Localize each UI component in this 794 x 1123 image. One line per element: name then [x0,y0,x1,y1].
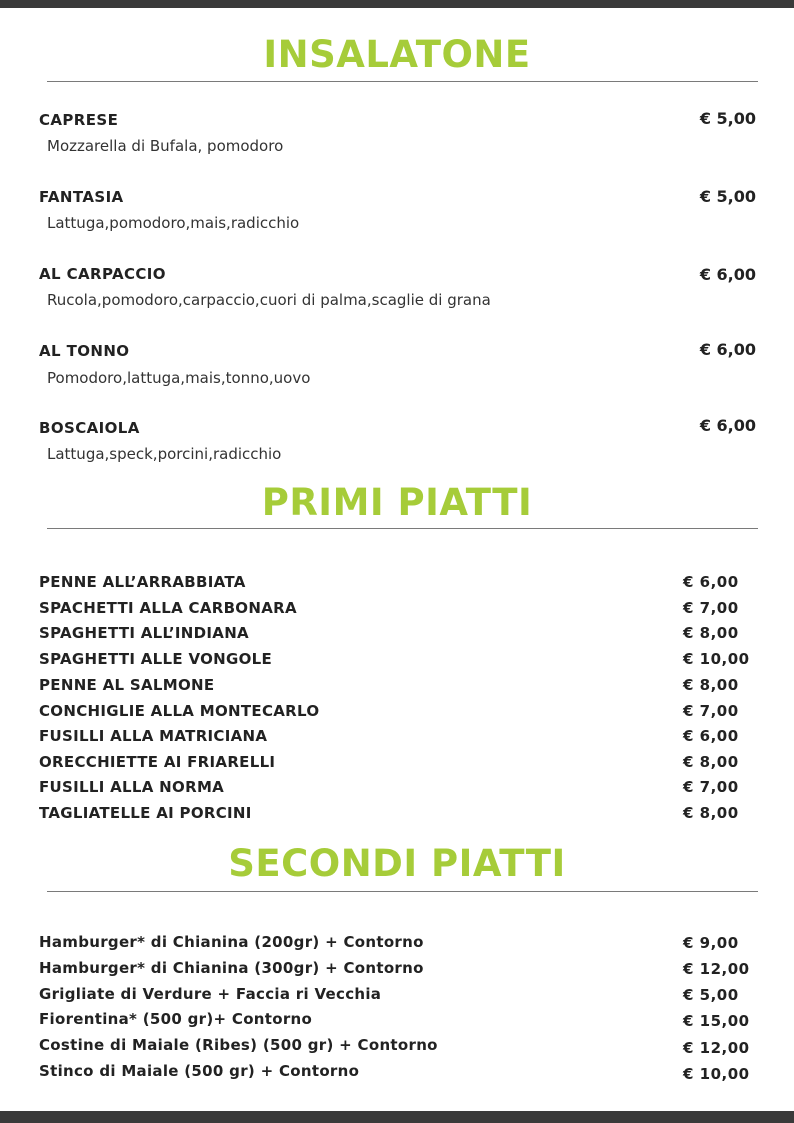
secondi-item-price: € 10,00 [683,1065,750,1083]
insalatone-item-description: Pomodoro,lattuga,mais,tonno,uovo [47,369,311,387]
secondi-item-name: Stinco di Maiale (500 gr) + Contorno [39,1062,360,1080]
section-title-insalatone: INSALATONE [263,33,531,76]
insalatone-item-price: € 6,00 [699,340,756,359]
secondi-item-name: Costine di Maiale (Ribes) (500 gr) + Contorno [39,1036,438,1054]
section-title-primi-piatti: PRIMI PIATTI [261,481,533,524]
secondi-item-price: € 15,00 [683,1012,750,1030]
insalatone-item-description: Mozzarella di Bufala, pomodoro [47,137,284,155]
insalatone-item-name: BOSCAIOLA [39,419,140,437]
menu-page [0,8,794,1111]
insalatone-item-description: Lattuga,pomodoro,mais,radicchio [47,214,300,232]
primi-item-price: € 6,00 [683,573,739,591]
insalatone-item-price: € 5,00 [699,109,756,128]
secondi-item-price: € 12,00 [683,1039,750,1057]
secondi-item-name: Hamburger* di Chianina (300gr) + Contorno [39,959,424,977]
primi-item-name: TAGLIATELLE AI PORCINI [39,804,252,822]
divider [47,528,758,529]
divider [47,891,758,892]
primi-item-name: SPAGHETTI ALLE VONGOLE [39,650,273,668]
secondi-item-price: € 9,00 [683,934,739,952]
section-title-secondi-piatti: SECONDI PIATTI [228,842,566,885]
primi-item-price: € 8,00 [683,624,739,642]
insalatone-item-description: Rucola,pomodoro,carpaccio,cuori di palma,scaglie di grana [47,291,491,309]
insalatone-item-name: CAPRESE [39,111,119,129]
primi-item-name: FUSILLI ALLA MATRICIANA [39,727,268,745]
primi-item-price: € 7,00 [683,702,739,720]
insalatone-item-name: AL TONNO [39,342,130,360]
primi-item-name: CONCHIGLIE ALLA MONTECARLO [39,702,320,720]
secondi-item-price: € 5,00 [683,986,739,1004]
secondi-item-name: Grigliate di Verdure + Faccia ri Vecchia [39,985,382,1003]
divider [47,81,758,82]
primi-item-name: SPAGHETTI ALL’INDIANA [39,624,249,642]
primi-item-name: ORECCHIETTE AI FRIARELLI [39,753,276,771]
insalatone-item-description: Lattuga,speck,porcini,radicchio [47,445,282,463]
secondi-item-price: € 12,00 [683,960,750,978]
secondi-item-name: Fiorentina* (500 gr)+ Contorno [39,1010,313,1028]
secondi-item-name: Hamburger* di Chianina (200gr) + Contorno [39,933,424,951]
primi-item-price: € 8,00 [683,804,739,822]
insalatone-item-price: € 6,00 [699,416,756,435]
primi-item-name: PENNE AL SALMONE [39,676,215,694]
primi-item-name: PENNE ALL’ARRABBIATA [39,573,246,591]
primi-item-price: € 10,00 [683,650,750,668]
primi-item-name: SPACHETTI ALLA CARBONARA [39,599,297,617]
primi-item-price: € 6,00 [683,727,739,745]
primi-item-price: € 8,00 [683,753,739,771]
primi-item-price: € 7,00 [683,599,739,617]
insalatone-item-price: € 6,00 [699,265,756,284]
primi-item-price: € 8,00 [683,676,739,694]
primi-item-name: FUSILLI ALLA NORMA [39,778,225,796]
primi-item-price: € 7,00 [683,778,739,796]
insalatone-item-name: FANTASIA [39,188,124,206]
insalatone-item-name: AL CARPACCIO [39,265,166,283]
insalatone-item-price: € 5,00 [699,187,756,206]
